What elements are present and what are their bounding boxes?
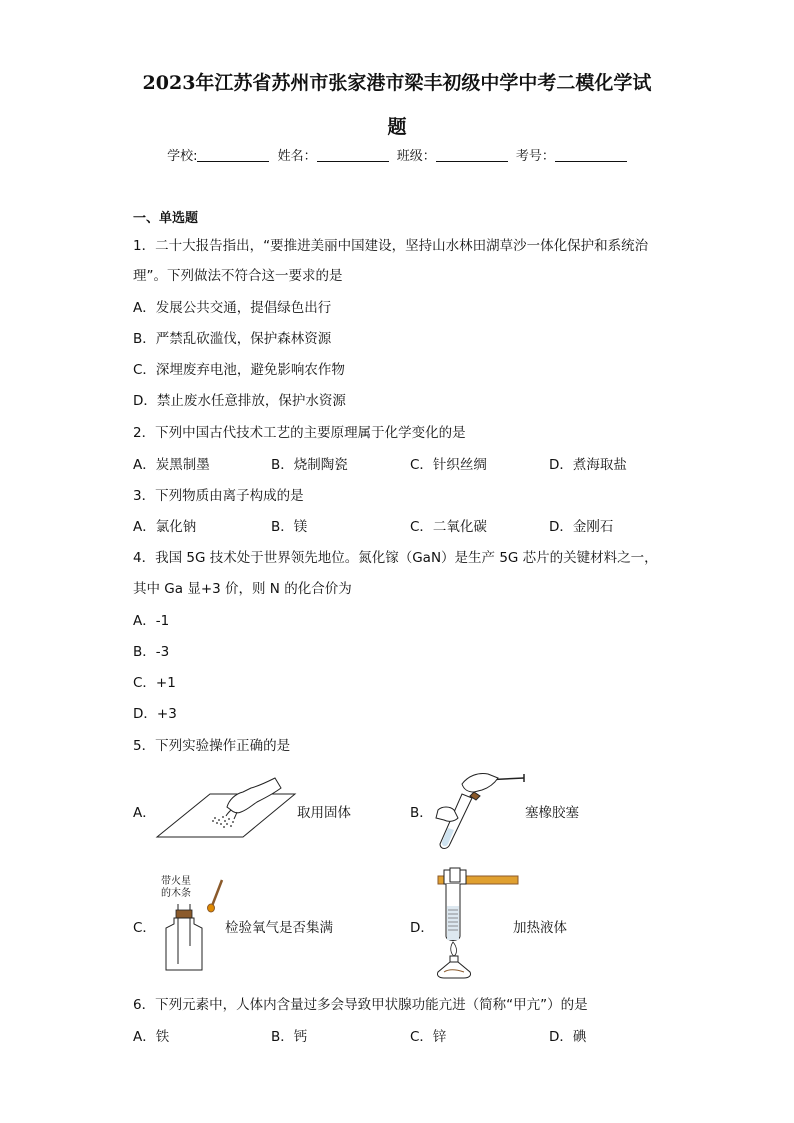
rubber-stopper-illustration: [428, 766, 528, 856]
q6-option-a: A．铁: [133, 1029, 170, 1045]
q2-option-a: A．炭黑制墨: [133, 457, 210, 473]
class-field: 班级：: [397, 145, 508, 164]
q3-stem: 3．下列物质由离子构成的是: [133, 488, 304, 504]
q4-option-b: B．-3: [133, 644, 170, 660]
q3-option-a: A．氯化钠: [133, 519, 197, 535]
exam-number-blank[interactable]: [555, 149, 627, 162]
q2-option-b: B．烧制陶瓷: [271, 457, 348, 473]
school-blank[interactable]: [197, 149, 269, 162]
q4-stem-line2: 其中 Ga 显+3 价，则 N 的化合价为: [133, 581, 352, 597]
q6-option-b: B．钙: [271, 1029, 308, 1045]
q5-option-d-letter: D．: [410, 920, 434, 936]
q5-option-c-letter: C．: [133, 920, 156, 936]
exam-title-line2: 题: [387, 116, 407, 138]
q1-stem-line1: 1．二十大报告指出，“要推进美丽中国建设，坚持山水林田湖草沙一体化保护和系统治: [133, 238, 649, 254]
glowing-splint-label: 带火星 的木条: [161, 876, 191, 899]
q2-stem: 2．下列中国古代技术工艺的主要原理属于化学变化的是: [133, 425, 466, 441]
heating-liquid-illustration: [430, 866, 520, 980]
q4-option-c: C．+1: [133, 675, 176, 691]
q2-option-d: D．煮海取盐: [549, 457, 627, 473]
q3-option-c: C．二氧化碳: [410, 519, 487, 535]
q5-option-c-caption: 检验氧气是否集满: [225, 920, 333, 936]
taking-solid-illustration: [155, 772, 297, 842]
q2-option-c: C．针织丝绸: [410, 457, 487, 473]
q4-stem-line1: 4．我国 5G 技术处于世界领先地位。氮化镓（GaN）是生产 5G 芯片的关键材料之一，: [133, 550, 658, 566]
q1-option-d: D．禁止废水任意排放，保护水资源: [133, 393, 346, 409]
student-info-row: [0, 145, 794, 164]
q5-stem: 5．下列实验操作正确的是: [133, 738, 291, 754]
exam-number-field: 考号：: [516, 145, 627, 164]
q1-option-c: C．深埋废弃电池，避免影响农作物: [133, 362, 345, 378]
q5-option-b-letter: B．: [410, 805, 433, 821]
section-heading: 一、单选题: [133, 211, 199, 226]
q4-option-a: A．-1: [133, 613, 170, 629]
q5-option-d-caption: 加热液体: [513, 920, 567, 936]
q6-option-c: C．锌: [410, 1029, 447, 1045]
q6-stem: 6．下列元素中，人体内含量过多会导致甲状腺功能亢进（简称“甲亢”）的是: [133, 997, 588, 1013]
q3-option-d: D．金刚石: [549, 519, 614, 535]
name-field: 姓名：: [278, 145, 389, 164]
class-blank[interactable]: [436, 149, 508, 162]
q1-option-b: B．严禁乱砍滥伐，保护森林资源: [133, 331, 332, 347]
exam-title-line1: 2023年江苏省苏州市张家港市梁丰初级中学中考二模化学试: [142, 72, 652, 94]
q5-option-a-caption: 取用固体: [297, 805, 351, 821]
q3-option-b: B．镁: [271, 519, 308, 535]
q1-stem-line2: 理”。下列做法不符合这一要求的是: [133, 268, 343, 284]
name-blank[interactable]: [317, 149, 389, 162]
gas-bottle-illustration: [160, 876, 230, 974]
school-field: 学校:: [167, 145, 269, 164]
q5-option-b-caption: 塞橡胶塞: [525, 805, 579, 821]
q1-option-a: A．发展公共交通，提倡绿色出行: [133, 300, 332, 316]
q4-option-d: D．+3: [133, 706, 177, 722]
q5-option-a-letter: A．: [133, 805, 156, 821]
q6-option-d: D．碘: [549, 1029, 587, 1045]
